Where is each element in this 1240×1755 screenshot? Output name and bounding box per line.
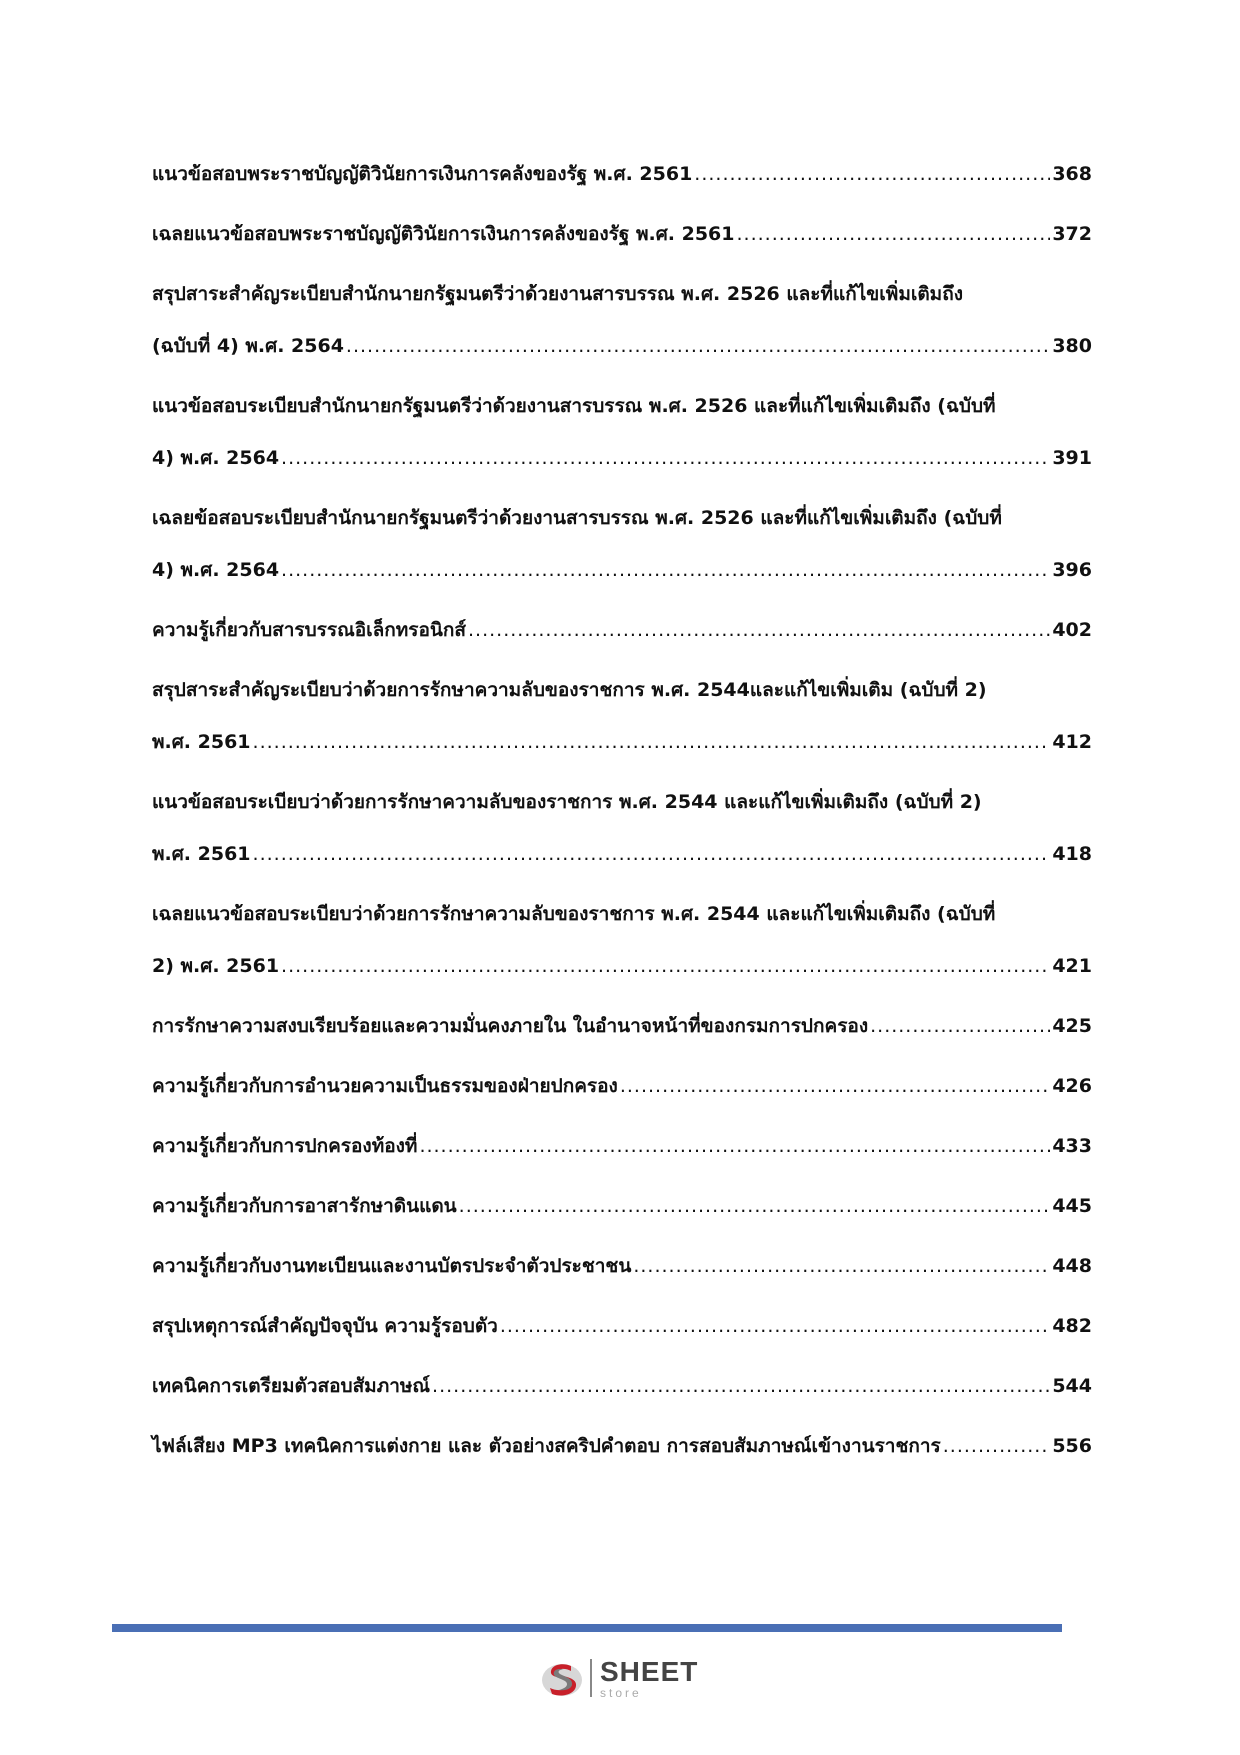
dot-leader [281, 432, 1050, 484]
toc-entry-last-line [152, 604, 1092, 656]
toc-entry-title: 4) พ.ศ. 2564 [152, 559, 280, 581]
sheet-store-s-icon [540, 1656, 584, 1700]
toc-entry-title: ความรู้เกี่ยวกับงานทะเบียนและงานบัตรประจำตัวประชาชน [152, 1255, 632, 1277]
toc-page-number: 421 [1052, 955, 1092, 977]
toc-entry[interactable] [152, 888, 1092, 992]
toc-entry[interactable] [152, 1300, 1092, 1352]
toc-entry[interactable] [152, 268, 1092, 372]
toc-entry-title: การรักษาความสงบเรียบร้อยและความมั่นคงภายใน ในอำนาจหน้าที่ของกรมการปกครอง [152, 1015, 869, 1037]
dot-leader [468, 604, 1050, 656]
dot-leader [253, 828, 1051, 880]
toc-entry[interactable] [152, 1120, 1092, 1172]
toc-entry[interactable] [152, 604, 1092, 656]
dot-leader [419, 1120, 1050, 1172]
toc-page-number: 426 [1052, 1075, 1092, 1097]
toc-entry-last-line [152, 1360, 1092, 1412]
toc-entry-last-line [152, 1300, 1092, 1352]
toc-entry-last-line [152, 1420, 1092, 1472]
toc-entry[interactable] [152, 492, 1092, 596]
toc-entry[interactable] [152, 148, 1092, 200]
toc-page-number: 425 [1052, 1015, 1092, 1037]
toc-page-number: 418 [1052, 843, 1092, 865]
toc-entry[interactable] [152, 1060, 1092, 1112]
toc-page-number: 380 [1052, 335, 1092, 357]
toc-entry-title: พ.ศ. 2561 [152, 843, 251, 865]
footer-divider [112, 1624, 1062, 1632]
dot-leader [943, 1420, 1051, 1472]
dot-leader [281, 940, 1050, 992]
dot-leader [500, 1300, 1050, 1352]
toc-entry-title: ความรู้เกี่ยวกับสารบรรณอิเล็กทรอนิกส์ [152, 619, 466, 641]
toc-entry-title: ไฟล์เสียง MP3 เทคนิคการแต่งกาย และ ตัวอย่างสคริปคำตอบ การสอบสัมภาษณ์เข้างานราชการ [152, 1435, 941, 1457]
dot-leader [253, 716, 1051, 768]
toc-entry[interactable] [152, 1360, 1092, 1412]
table-of-contents [152, 148, 1092, 1480]
toc-entry-title: 4) พ.ศ. 2564 [152, 447, 280, 469]
toc-entry[interactable] [152, 776, 1092, 880]
toc-entry-last-line [152, 1180, 1092, 1232]
toc-entry-title-line: แนวข้อสอบระเบียบสำนักนายกรัฐมนตรีว่าด้วยงานสารบรรณ พ.ศ. 2526 และที่แก้ไขเพิ่มเติมถึง (ฉบับที่ [152, 395, 996, 417]
toc-entry[interactable] [152, 1420, 1092, 1472]
toc-entry-last-line [152, 148, 1092, 200]
dot-leader [737, 208, 1051, 260]
toc-entry-title-line: สรุปสาระสำคัญระเบียบว่าด้วยการรักษาความลับของราชการ พ.ศ. 2544และแก้ไขเพิ่มเติม (ฉบับที่ 2) [152, 679, 987, 701]
toc-page-number: 556 [1052, 1435, 1092, 1457]
toc-page-number: 482 [1052, 1315, 1092, 1337]
dot-leader [633, 1240, 1050, 1292]
toc-entry-title: แนวข้อสอบพระราชบัญญัติวินัยการเงินการคลังของรัฐ พ.ศ. 2561 [152, 163, 693, 185]
toc-entry-title: สรุปเหตุการณ์สำคัญปัจจุบัน ความรู้รอบตัว [152, 1315, 498, 1337]
toc-entry-title: เฉลยแนวข้อสอบพระราชบัญญัติวินัยการเงินการคลังของรัฐ พ.ศ. 2561 [152, 223, 735, 245]
toc-entry[interactable] [152, 1240, 1092, 1292]
toc-entry-title-line: แนวข้อสอบระเบียบว่าด้วยการรักษาความลับของราชการ พ.ศ. 2544 และแก้ไขเพิ่มเติมถึง (ฉบับที่ 2) [152, 791, 982, 813]
toc-page-number: 372 [1052, 223, 1092, 245]
dot-leader [281, 544, 1050, 596]
toc-entry-last-line [152, 1000, 1092, 1052]
toc-entry-title-line: สรุปสาระสำคัญระเบียบสำนักนายกรัฐมนตรีว่าด้วยงานสารบรรณ พ.ศ. 2526 และที่แก้ไขเพิ่มเติมถึง [152, 283, 963, 305]
toc-entry-title: พ.ศ. 2561 [152, 731, 251, 753]
dot-leader [459, 1180, 1051, 1232]
toc-entry-last-line [152, 320, 1092, 372]
toc-entry-last-line [152, 940, 1092, 992]
toc-entry-title: ความรู้เกี่ยวกับการอำนวยความเป็นธรรมของฝ่ายปกครอง [152, 1075, 618, 1097]
logo-separator [590, 1659, 592, 1697]
toc-page-number: 368 [1052, 163, 1092, 185]
toc-entry-last-line [152, 828, 1092, 880]
toc-page-number: 402 [1052, 619, 1092, 641]
toc-entry[interactable] [152, 1000, 1092, 1052]
toc-entry-last-line [152, 1240, 1092, 1292]
toc-entry-last-line [152, 1060, 1092, 1112]
logo-subword: store [600, 1685, 642, 1700]
dot-leader [432, 1360, 1050, 1412]
toc-entry-last-line [152, 1120, 1092, 1172]
dot-leader [870, 1000, 1050, 1052]
toc-entry-title-line: เฉลยแนวข้อสอบระเบียบว่าด้วยการรักษาความลับของราชการ พ.ศ. 2544 และแก้ไขเพิ่มเติมถึง (ฉบับที่ [152, 903, 996, 925]
toc-entry-title: ความรู้เกี่ยวกับการอาสารักษาดินแดน [152, 1195, 457, 1217]
sheet-store-logo [540, 1652, 698, 1704]
logo-word: SHEET [600, 1655, 699, 1687]
toc-entry-title: เทคนิคการเตรียมตัวสอบสัมภาษณ์ [152, 1375, 431, 1397]
toc-entry-title: 2) พ.ศ. 2561 [152, 955, 280, 977]
toc-page-number: 412 [1052, 731, 1092, 753]
dot-leader [346, 320, 1050, 372]
toc-page-number: 391 [1052, 447, 1092, 469]
toc-entry-last-line [152, 208, 1092, 260]
dot-leader [620, 1060, 1051, 1112]
toc-entry[interactable] [152, 208, 1092, 260]
toc-entry-title: ความรู้เกี่ยวกับการปกครองท้องที่ [152, 1135, 418, 1157]
toc-entry-last-line [152, 716, 1092, 768]
toc-entry-last-line [152, 544, 1092, 596]
dot-leader [694, 148, 1050, 200]
toc-entry[interactable] [152, 380, 1092, 484]
toc-entry[interactable] [152, 1180, 1092, 1232]
toc-entry-title-line: เฉลยข้อสอบระเบียบสำนักนายกรัฐมนตรีว่าด้วยงานสารบรรณ พ.ศ. 2526 และที่แก้ไขเพิ่มเติมถึง (ฉบับที่ [152, 507, 1002, 529]
logo-text [600, 1655, 699, 1700]
toc-page-number: 396 [1052, 559, 1092, 581]
toc-page-number: 445 [1052, 1195, 1092, 1217]
toc-page-number: 433 [1052, 1135, 1092, 1157]
toc-entry-last-line [152, 432, 1092, 484]
toc-entry-title: (ฉบับที่ 4) พ.ศ. 2564 [152, 335, 344, 357]
toc-page-number: 448 [1052, 1255, 1092, 1277]
toc-page-number: 544 [1052, 1375, 1092, 1397]
toc-entry[interactable] [152, 664, 1092, 768]
